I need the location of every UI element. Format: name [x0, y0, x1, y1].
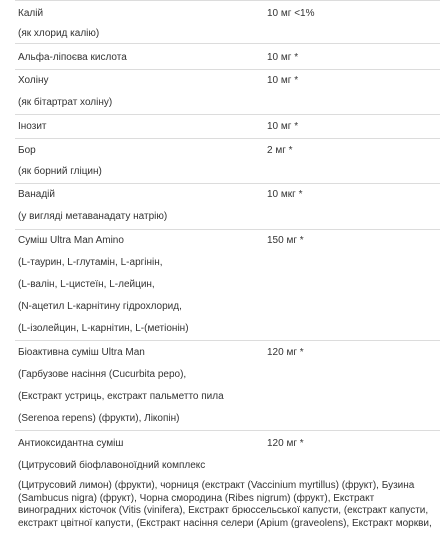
ingredient-amount: 10 мг * — [267, 121, 299, 132]
table-row-boron — [15, 139, 440, 184]
ingredient-detail: (L-валін, L-цистеїн, L-лейцин, — [18, 279, 155, 290]
ingredient-detail: (Цитрусовий біофлавоноїдний комплекс — [18, 460, 206, 471]
ingredient-amount: 120 мг * — [267, 438, 304, 449]
ingredient-name: Холіну — [18, 75, 49, 86]
ingredient-amount: 10 мг <1% — [267, 8, 315, 19]
table-row-choline — [15, 70, 440, 115]
ingredient-detail: (L-таурин, L-глутамін, L-аргінін, — [18, 257, 163, 268]
ingredient-name: Суміш Ultra Man Amino — [18, 235, 124, 246]
ingredient-name: Біоактивна суміш Ultra Man — [18, 347, 145, 358]
ingredient-detail: (у вигляді метаванадату натрію) — [18, 211, 168, 222]
ingredient-detail: (Гарбузове насіння (Cucurbita pepo), — [18, 369, 187, 380]
ingredient-name: Ванадій — [18, 189, 55, 200]
ingredient-detail: (L-ізолейцин, L-карнітин, L-(метіонін) — [18, 323, 189, 334]
table-row-ultra-man-amino-blend — [15, 230, 440, 341]
ingredient-name: Калій — [18, 8, 44, 19]
table-row-ultra-man-bioactive-blend — [15, 341, 440, 431]
ingredient-amount: 150 мг * — [267, 235, 304, 246]
ingredient-detail: (як бітартрат холіну) — [18, 97, 113, 108]
ingredient-amount: 10 мг * — [267, 75, 299, 86]
table-row-vanadium — [15, 184, 440, 230]
ingredient-name: Бор — [18, 145, 36, 156]
table-row-alpha-lipoic-acid — [15, 44, 440, 70]
ingredient-detail: (Екстракт устриць, екстракт пальметто пила — [18, 391, 224, 402]
ingredient-detail: (N-ацетил L-карнітину гідрохлорид, — [18, 301, 182, 312]
ingredient-detail-paragraph: (Цитрусовий лимон) (фрукти), чорниця (екстракт (Vaccinium myrtillus) (фрукт), Бузина (Sambucus nigra) (фрукт), Чорна смородина (Ribes nigrum) (фрукт), Екстракт виноградних кісточок (Vitis (vinifera), Екстракт брюссельської капусти, (екстракт капусти, екстракт цвітної капусти, (Екстракт насіння селери (Apium (graveolens), Екстракт моркви, — [18, 480, 432, 529]
ingredient-detail: (як хлорид калію) — [18, 28, 100, 39]
ingredient-amount: 10 мг * — [267, 52, 299, 63]
ingredient-detail: (Serenoa repens) (фрукти), Лікопін) — [18, 413, 180, 424]
ingredient-detail: (як борний гліцин) — [18, 166, 102, 177]
table-row-potassium — [15, 0, 440, 44]
table-row-inositol — [15, 115, 440, 139]
ingredient-name: Інозит — [18, 121, 47, 132]
ingredient-name: Антиоксидантна суміш — [18, 438, 124, 449]
table-row-antioxidant-blend — [15, 431, 440, 556]
ingredient-amount: 2 мг * — [267, 145, 293, 156]
ingredient-name: Альфа-ліпоєва кислота — [18, 52, 127, 63]
ingredient-amount: 120 мг * — [267, 347, 304, 358]
ingredient-amount: 10 мкг * — [267, 189, 303, 200]
